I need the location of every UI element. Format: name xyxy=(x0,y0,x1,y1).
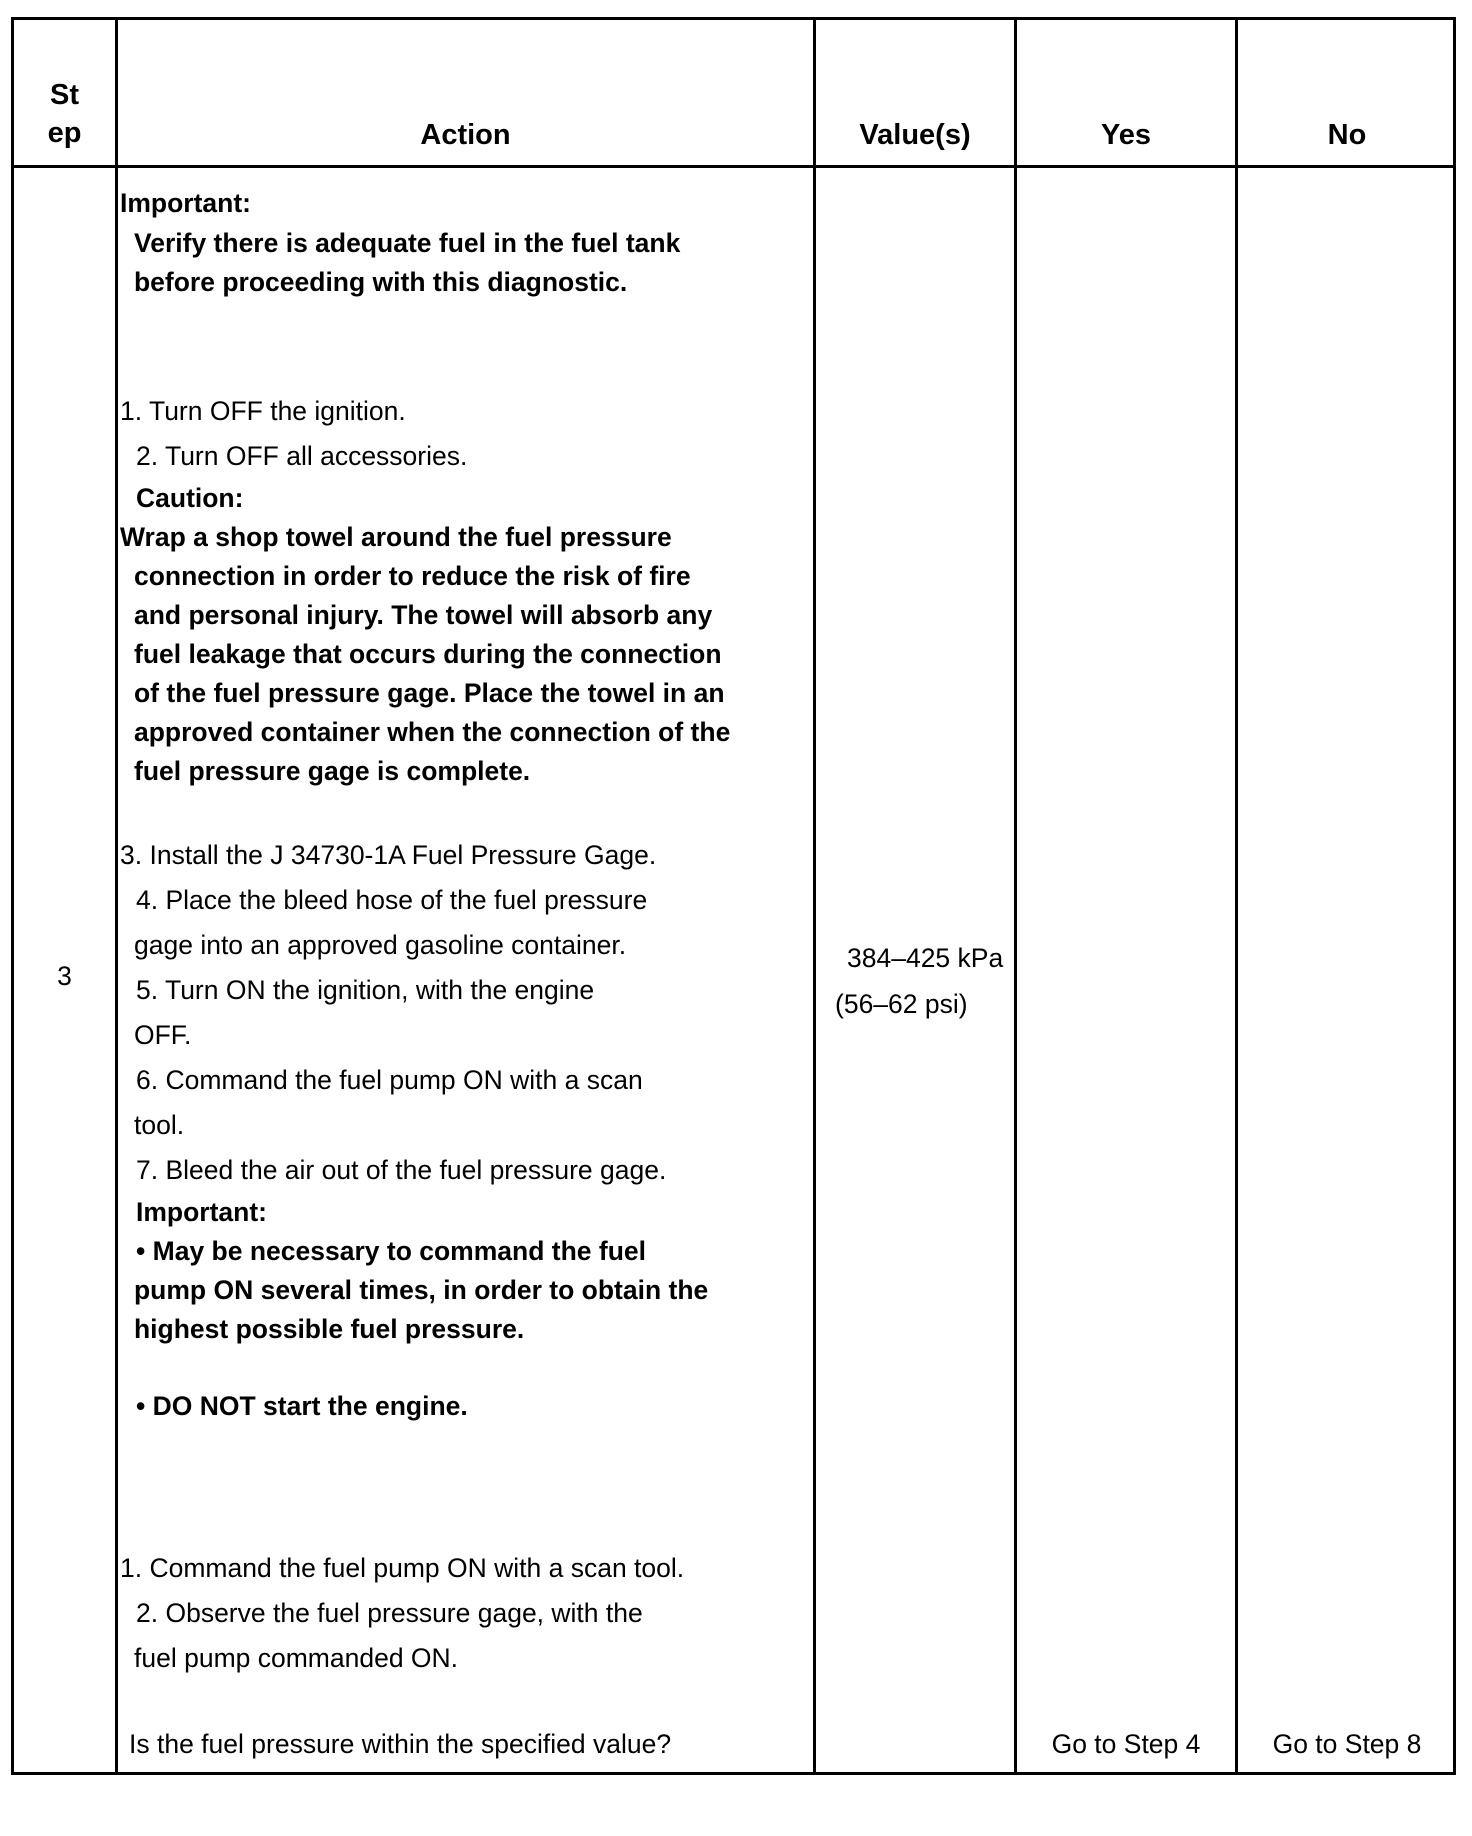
action-step-item: 3. Install the J 34730-1A Fuel Pressure Gage. xyxy=(120,840,657,870)
action-step-item: tool. xyxy=(134,1110,185,1140)
action-step-item: gage into an approved gasoline container. xyxy=(134,930,627,960)
important-bullet-line: pump ON several times, in order to obtain the xyxy=(134,1275,709,1305)
yes-result: Go to Step 4 xyxy=(1051,1729,1201,1759)
action-step-item: 2. Observe the fuel pressure gage, with the xyxy=(136,1598,643,1628)
caution-text-line: Wrap a shop towel around the fuel pressure xyxy=(120,522,672,552)
action-step-item: 6. Command the fuel pump ON with a scan xyxy=(136,1065,643,1095)
column-divider xyxy=(1235,20,1238,1772)
action-step-item: 4. Place the bleed hose of the fuel pressure xyxy=(136,885,648,915)
important-bullet-line: • May be necessary to command the fuel xyxy=(136,1236,646,1266)
header-action: Action xyxy=(420,119,511,151)
caution-text-line: and personal injury. The towel will absorb any xyxy=(134,600,713,630)
caution-label: Caution: xyxy=(136,483,244,513)
important-bullet-line: highest possible fuel pressure. xyxy=(134,1314,525,1344)
action-step-item: 2. Turn OFF all accessories. xyxy=(136,441,468,471)
caution-text-line: fuel leakage that occurs during the connection xyxy=(134,639,722,669)
column-divider xyxy=(115,20,118,1772)
header-divider xyxy=(14,165,1453,168)
action-step-item: 1. Turn OFF the ignition. xyxy=(120,396,406,426)
important-label: Important: xyxy=(120,188,252,218)
action-step-item: OFF. xyxy=(134,1020,192,1050)
column-divider xyxy=(813,20,816,1772)
caution-text-line: fuel pressure gage is complete. xyxy=(134,756,531,786)
column-divider xyxy=(1014,20,1017,1772)
value-kpa: 384–425 kPa xyxy=(847,943,1004,973)
question-text: Is the fuel pressure within the specified value? xyxy=(129,1729,672,1759)
caution-text-line: of the fuel pressure gage. Place the towel in an xyxy=(134,678,725,708)
action-step-item: fuel pump commanded ON. xyxy=(134,1643,459,1673)
caution-text-line: connection in order to reduce the risk of fire xyxy=(134,561,691,591)
value-psi: (56–62 psi) xyxy=(835,989,968,1019)
action-step-item: 5. Turn ON the ignition, with the engine xyxy=(136,975,595,1005)
header-values: Value(s) xyxy=(859,119,971,151)
header-no: No xyxy=(1327,119,1367,151)
caution-text-line: approved container when the connection of the xyxy=(134,717,731,747)
step-number: 3 xyxy=(57,961,72,991)
important-text-line: Verify there is adequate fuel in the fuel tank xyxy=(134,228,681,258)
diagnostic-table xyxy=(11,17,1456,1775)
action-step-item: 7. Bleed the air out of the fuel pressure gage. xyxy=(136,1155,667,1185)
no-result: Go to Step 8 xyxy=(1272,1729,1422,1759)
header-step-line1: St xyxy=(50,79,79,111)
important-text-line: before proceeding with this diagnostic. xyxy=(134,267,628,297)
header-step xyxy=(14,76,115,152)
header-yes: Yes xyxy=(1101,119,1151,151)
important-bullet-line: • DO NOT start the engine. xyxy=(136,1391,468,1421)
header-step-line2: ep xyxy=(47,117,82,149)
action-step-item: 1. Command the fuel pump ON with a scan tool. xyxy=(120,1553,685,1583)
important-label: Important: xyxy=(136,1197,268,1227)
